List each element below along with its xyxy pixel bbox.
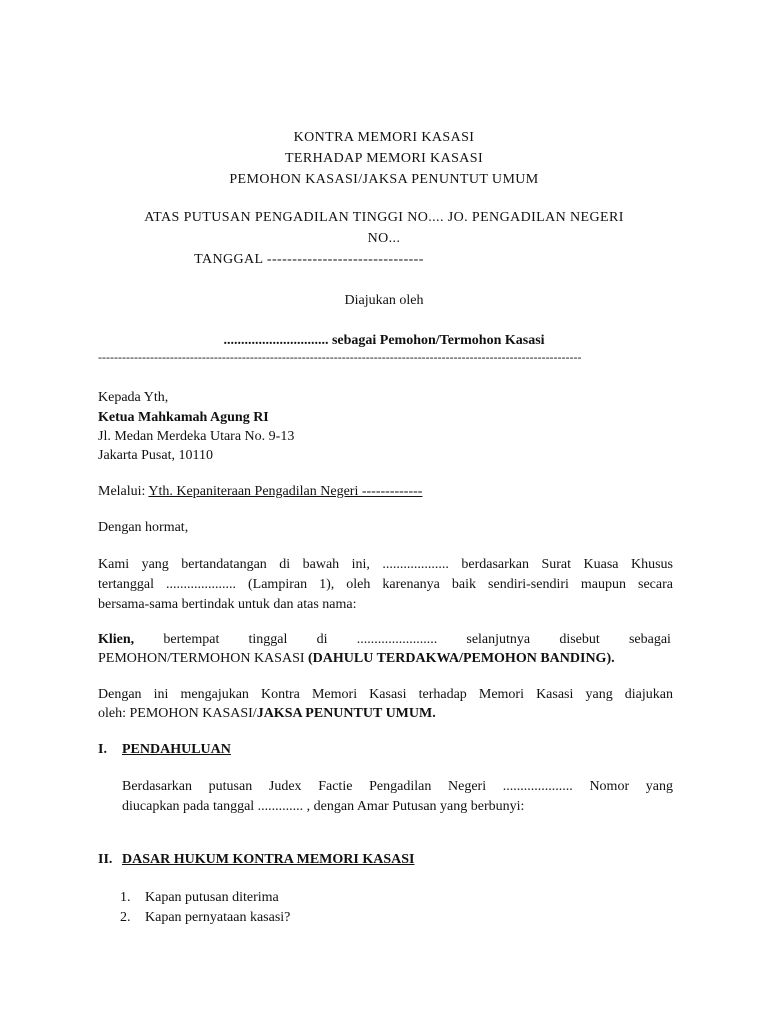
para2-word: sebagai — [628, 632, 671, 647]
title-line-2: TERHADAP MEMORI KASASI — [284, 151, 484, 166]
para3-line-2 — [98, 706, 436, 722]
section1-line-2: diucapkan pada tanggal ............. , dengan Amar Putusan yang berbunyi: — [122, 799, 525, 814]
section2-number: II. — [98, 852, 113, 867]
applicant-line: .............................. sebagai Pemohon/Termohon Kasasi — [223, 333, 545, 348]
para3-line2-bold: JAKSA PENUNTUT UMUM. — [256, 706, 436, 721]
para1-line-1: Kami yang bertandatangan di bawah ini, ................... berdasarkan Surat Kuasa Khusus — [98, 557, 673, 572]
section1-title: PENDAHULUAN — [122, 742, 231, 757]
para2-line-1 — [98, 632, 671, 648]
separator-line: ------------------------------------------------------------------------------------------------------------------------- — [98, 350, 582, 364]
para2-word: di — [316, 632, 328, 647]
title-line-4: ATAS PUTUSAN PENGADILAN TINGGI NO.... JO. PENGADILAN NEGERI — [144, 210, 624, 225]
list-item — [120, 910, 290, 926]
list-item-number: 1. — [120, 890, 131, 905]
section2-title: DASAR HUKUM KONTRA MEMORI KASASI — [122, 852, 415, 867]
title-line-1: KONTRA MEMORI KASASI — [293, 130, 475, 145]
greeting: Dengan hormat, — [98, 520, 189, 535]
para2-word: disebut — [559, 632, 600, 647]
para3-line2-normal: oleh: PEMOHON KASASI/ — [98, 706, 257, 721]
list-item — [120, 890, 279, 906]
recipient-to: Kepada Yth, — [98, 390, 169, 405]
via-label: Melalui: — [98, 484, 149, 499]
para2-line-2 — [98, 651, 615, 667]
via-value: Yth. Kepaniteraan Pengadilan Negeri ------------- — [148, 484, 423, 499]
submitted-by: Diajukan oleh — [344, 293, 424, 308]
para2-word: selanjutnya — [466, 632, 531, 647]
para2-line2-normal: PEMOHON/TERMOHON KASASI — [98, 651, 309, 666]
title-line-6: TANGGAL ------------------------------- — [194, 252, 424, 267]
title-line-3: PEMOHON KASASI/JAKSA PENUNTUT UMUM — [229, 172, 539, 187]
klien-label: Klien, — [98, 632, 135, 647]
list-item-number: 2. — [120, 910, 131, 925]
via-line — [98, 484, 422, 500]
recipient-name: Ketua Mahkamah Agung RI — [98, 410, 269, 425]
recipient-city: Jakarta Pusat, 10110 — [98, 448, 213, 463]
para2-word: tinggal — [248, 632, 288, 647]
para1-line-2: tertanggal .................... (Lampiran 1), oleh karenanya baik sendiri-sendiri maupun secara — [98, 577, 673, 592]
list-item-text: Kapan pernyataan kasasi? — [145, 910, 291, 925]
para2-word: bertempat — [163, 632, 220, 647]
list-item-text: Kapan putusan diterima — [145, 890, 279, 905]
para2-word: ....................... — [356, 632, 438, 647]
title-line-5: NO... — [367, 231, 401, 246]
para2-line2-bold: (DAHULU TERDAKWA/PEMOHON BANDING). — [308, 651, 615, 666]
recipient-street: Jl. Medan Merdeka Utara No. 9-13 — [98, 429, 295, 444]
section1-line-1: Berdasarkan putusan Judex Factie Pengadilan Negeri .................... Nomor yang — [122, 779, 673, 794]
section1-number: I. — [98, 742, 107, 757]
para1-line-3: bersama-sama bertindak untuk dan atas nama: — [98, 597, 357, 612]
para3-line-1: Dengan ini mengajukan Kontra Memori Kasasi terhadap Memori Kasasi yang diajukan — [98, 687, 673, 702]
